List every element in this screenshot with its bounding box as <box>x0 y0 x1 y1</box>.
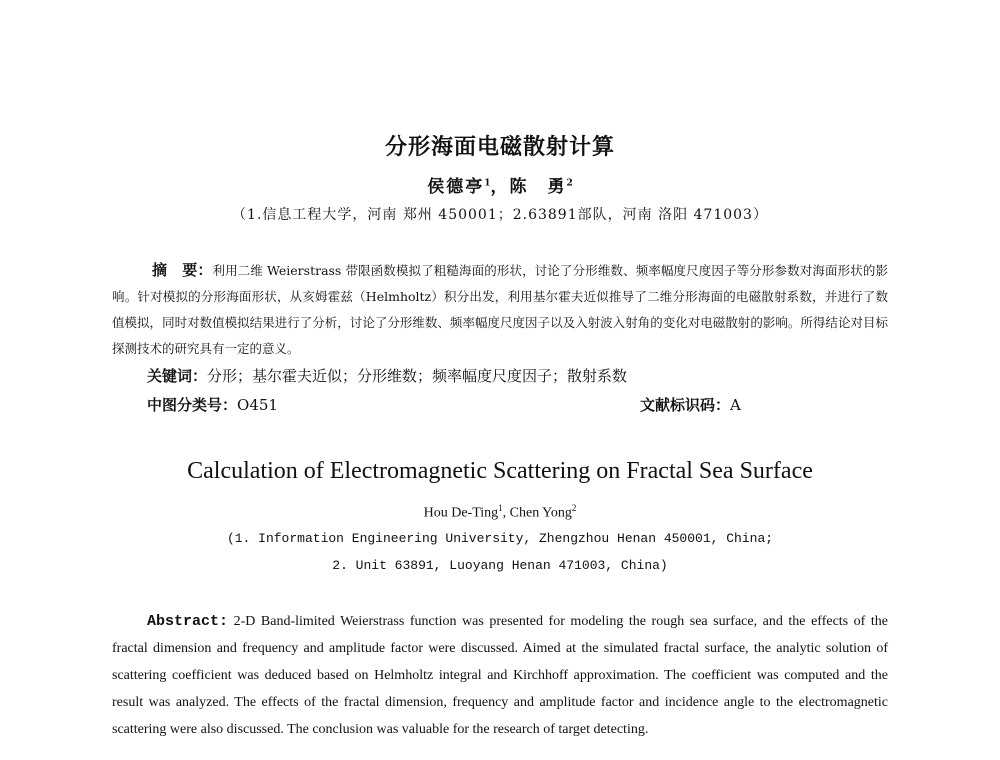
en-author-2-name: Chen Yong <box>509 505 572 521</box>
clc-value: O451 <box>237 396 278 414</box>
chinese-title: 分形海面电磁散射计算 <box>384 135 615 160</box>
en-author-separator: , <box>502 505 510 521</box>
clc-number <box>147 394 278 415</box>
keywords-label: 关键词： <box>147 367 208 385</box>
en-author-2-affil-mark: 2 <box>571 503 577 513</box>
chinese-abstract-text: 利用二维 Weierstrass 带限函数模拟了粗糙海面的形状，讨论了分形维数、频率幅度尺度因子等分形参数对海面形状的影响。针对模拟的分形海面形状，从亥姆霍兹（Helmholtz）积分出发，利用基尔霍夫近似推导了二维分形海面的电磁散射系数，并进行了数值模拟，同时对数值模拟结果进行了分析，讨论了分形维数、频率幅度尺度因子以及入射波入射角的变化对电磁散射的影响。所得结论对目标探测技术的研究具有一定的意义。 <box>112 263 888 356</box>
en-author-1-affil-mark: 1 <box>498 503 503 513</box>
chinese-abstract <box>112 257 888 362</box>
author-1-name: 侯德亭 <box>427 177 485 197</box>
english-affiliation-line-1: (1. Information Engineering University, Zhengzhou Henan 450001, China; <box>226 531 774 546</box>
english-authors <box>0 503 1000 522</box>
chinese-abstract-label: 摘 要： <box>152 261 213 279</box>
chinese-affiliation: （1.信息工程大学，河南 郑州 450001；2.63891部队，河南 洛阳 471003） <box>232 207 768 223</box>
author-2-affil-mark: 2 <box>566 178 573 189</box>
chinese-keywords <box>147 365 627 386</box>
english-abstract <box>112 608 888 743</box>
author-1-affil-mark: 1 <box>484 178 491 189</box>
english-title: Calculation of Electromagnetic Scattering on Fractal Sea Surface <box>187 458 813 484</box>
document-code <box>640 394 741 415</box>
english-affiliation-line-2: 2. Unit 63891, Luoyang Henan 471003, China) <box>332 558 668 573</box>
author-2-name: 陈 勇 <box>509 177 567 197</box>
chinese-authors <box>0 172 1000 197</box>
clc-label: 中图分类号： <box>147 396 238 414</box>
author-separator: ， <box>490 177 510 197</box>
keywords-text: 分形；基尔霍夫近似；分形维数；频率幅度尺度因子；散射系数 <box>207 367 628 385</box>
english-abstract-label: Abstract: <box>147 613 229 630</box>
doc-code-label: 文献标识码： <box>640 396 731 414</box>
english-abstract-text: 2-D Band-limited Weierstrass function was presented for modeling the rough sea surface, and the effects of the fractal dimension and frequency and amplitude factor were discussed. Aimed at the simulated fractal surface, the analytic solution of scattering coefficient was deduced based on Helmholtz integral and Kirchhoff approximation. The coefficient was computed and the result was analyzed. The effects of the fractal dimension, frequency and amplitude factor and incidence angle to the electromagnetic scattering were also discussed. The conclusion was valuable for the research of target detecting. <box>112 614 889 737</box>
doc-code-value: A <box>730 396 741 414</box>
en-author-1-name: Hou De-Ting <box>423 505 499 521</box>
